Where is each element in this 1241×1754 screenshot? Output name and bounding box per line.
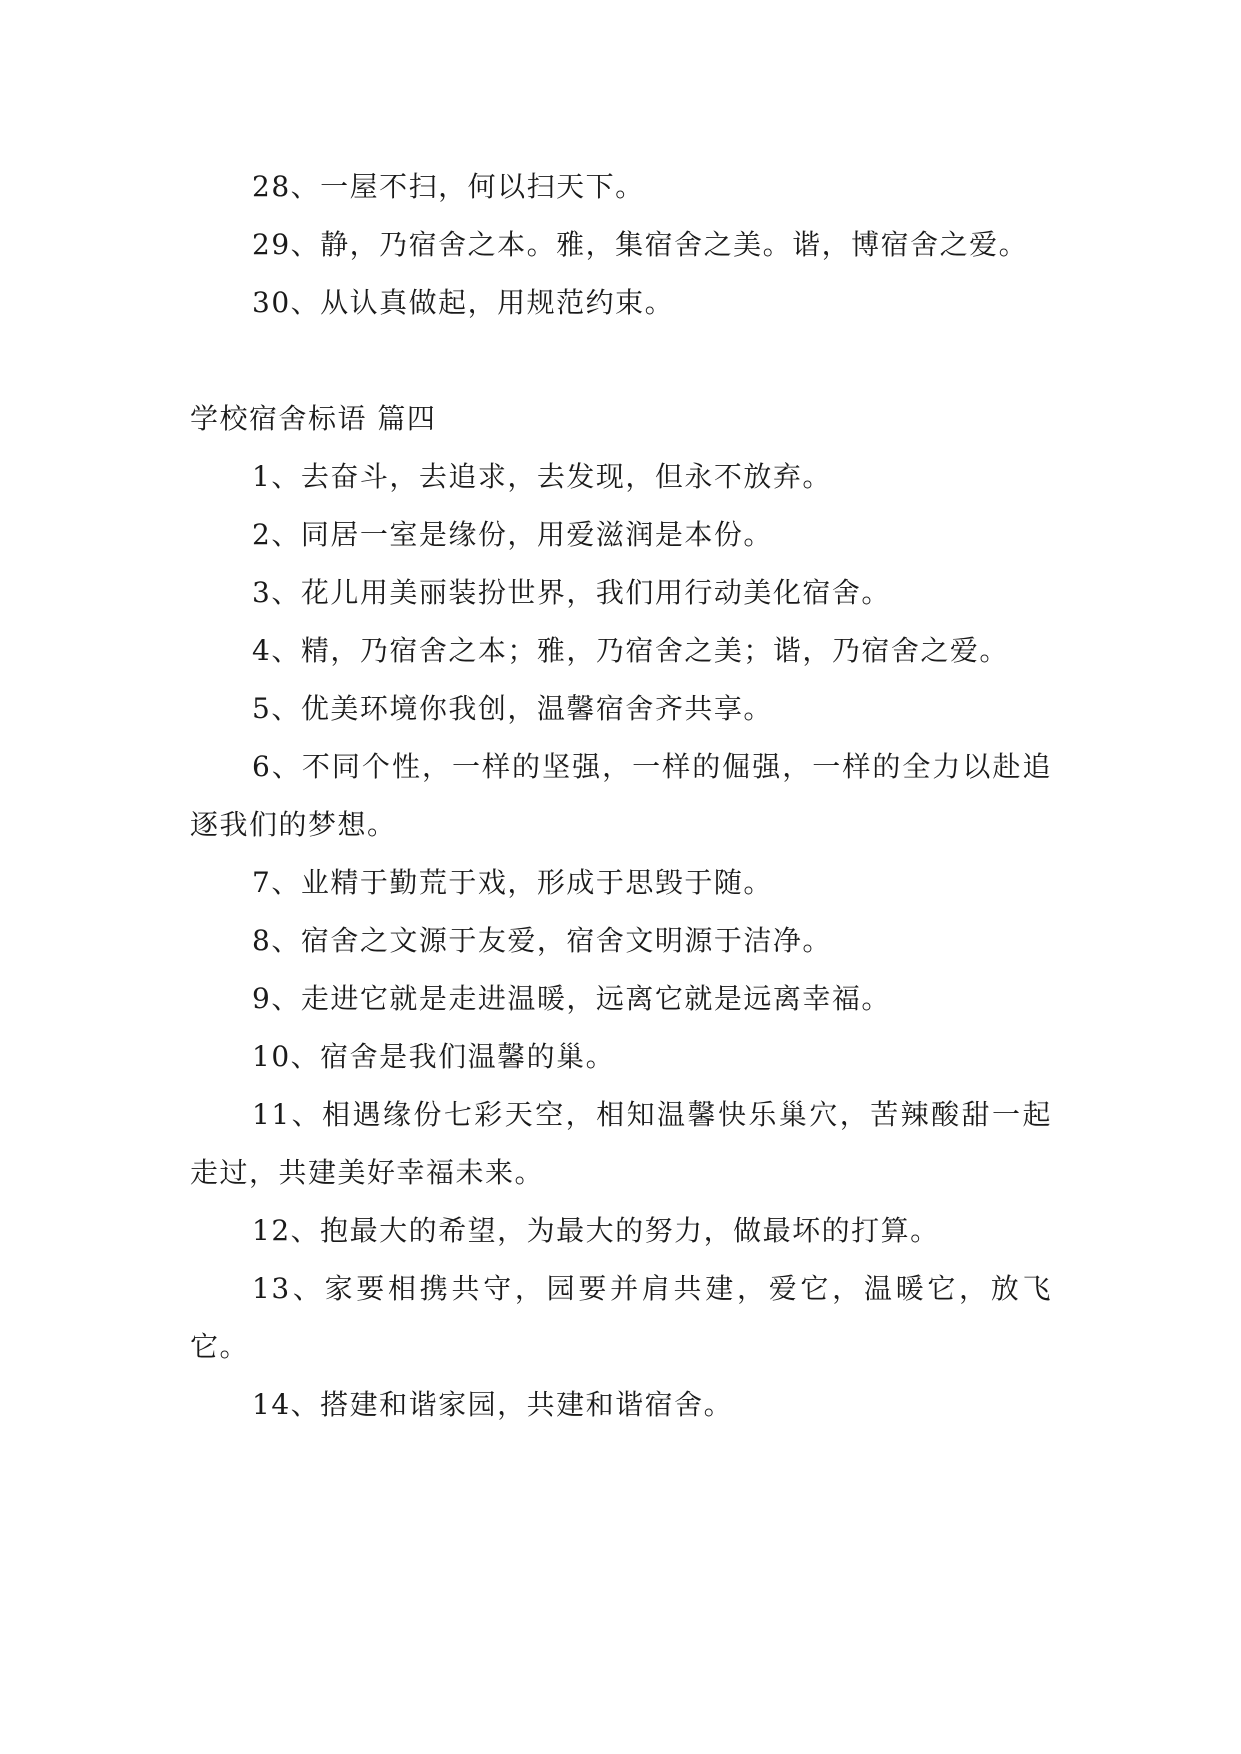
slogan-item: 10、宿舍是我们温馨的巢。 bbox=[252, 1040, 616, 1073]
slogan-item: 13、家要相携共守，园要并肩共建，爱它，温暖它，放飞它。 bbox=[190, 1272, 1052, 1363]
slogan-item: 3、花儿用美丽装扮世界，我们用行动美化宿舍。 bbox=[252, 576, 891, 609]
slogan-item: 12、抱最大的希望，为最大的努力，做最坏的打算。 bbox=[252, 1214, 940, 1247]
slogan-item: 28、一屋不扫，何以扫天下。 bbox=[252, 170, 645, 203]
slogan-item: 29、静，乃宿舍之本。雅，集宿舍之美。谐，博宿舍之爱。 bbox=[252, 228, 1029, 261]
slogan-item: 4、精，乃宿舍之本；雅，乃宿舍之美；谐，乃宿舍之爱。 bbox=[252, 634, 1009, 667]
slogan-item: 14、搭建和谐家园，共建和谐宿舍。 bbox=[252, 1388, 734, 1421]
slogan-item: 2、同居一室是缘份，用爱滋润是本份。 bbox=[252, 518, 773, 551]
slogan-item: 6、不同个性，一样的坚强，一样的倔强，一样的全力以赴追逐我们的梦想。 bbox=[190, 750, 1052, 841]
slogan-item: 9、走进它就是走进温暖，远离它就是远离幸福。 bbox=[252, 982, 891, 1015]
slogan-item: 1、去奋斗，去追求，去发现，但永不放弃。 bbox=[252, 460, 832, 493]
document-body bbox=[190, 158, 1052, 1434]
slogan-item: 5、优美环境你我创，温馨宿舍齐共享。 bbox=[252, 692, 773, 725]
slogan-item: 7、业精于勤荒于戏，形成于思毁于随。 bbox=[252, 866, 773, 899]
section-heading: 学校宿舍标语 篇四 bbox=[190, 402, 437, 435]
slogan-item: 8、宿舍之文源于友爱，宿舍文明源于洁净。 bbox=[252, 924, 832, 957]
slogan-item: 30、从认真做起，用规范约束。 bbox=[252, 286, 675, 319]
slogan-item: 11、相遇缘份七彩天空，相知温馨快乐巢穴，苦辣酸甜一起走过，共建美好幸福未来。 bbox=[190, 1098, 1052, 1189]
